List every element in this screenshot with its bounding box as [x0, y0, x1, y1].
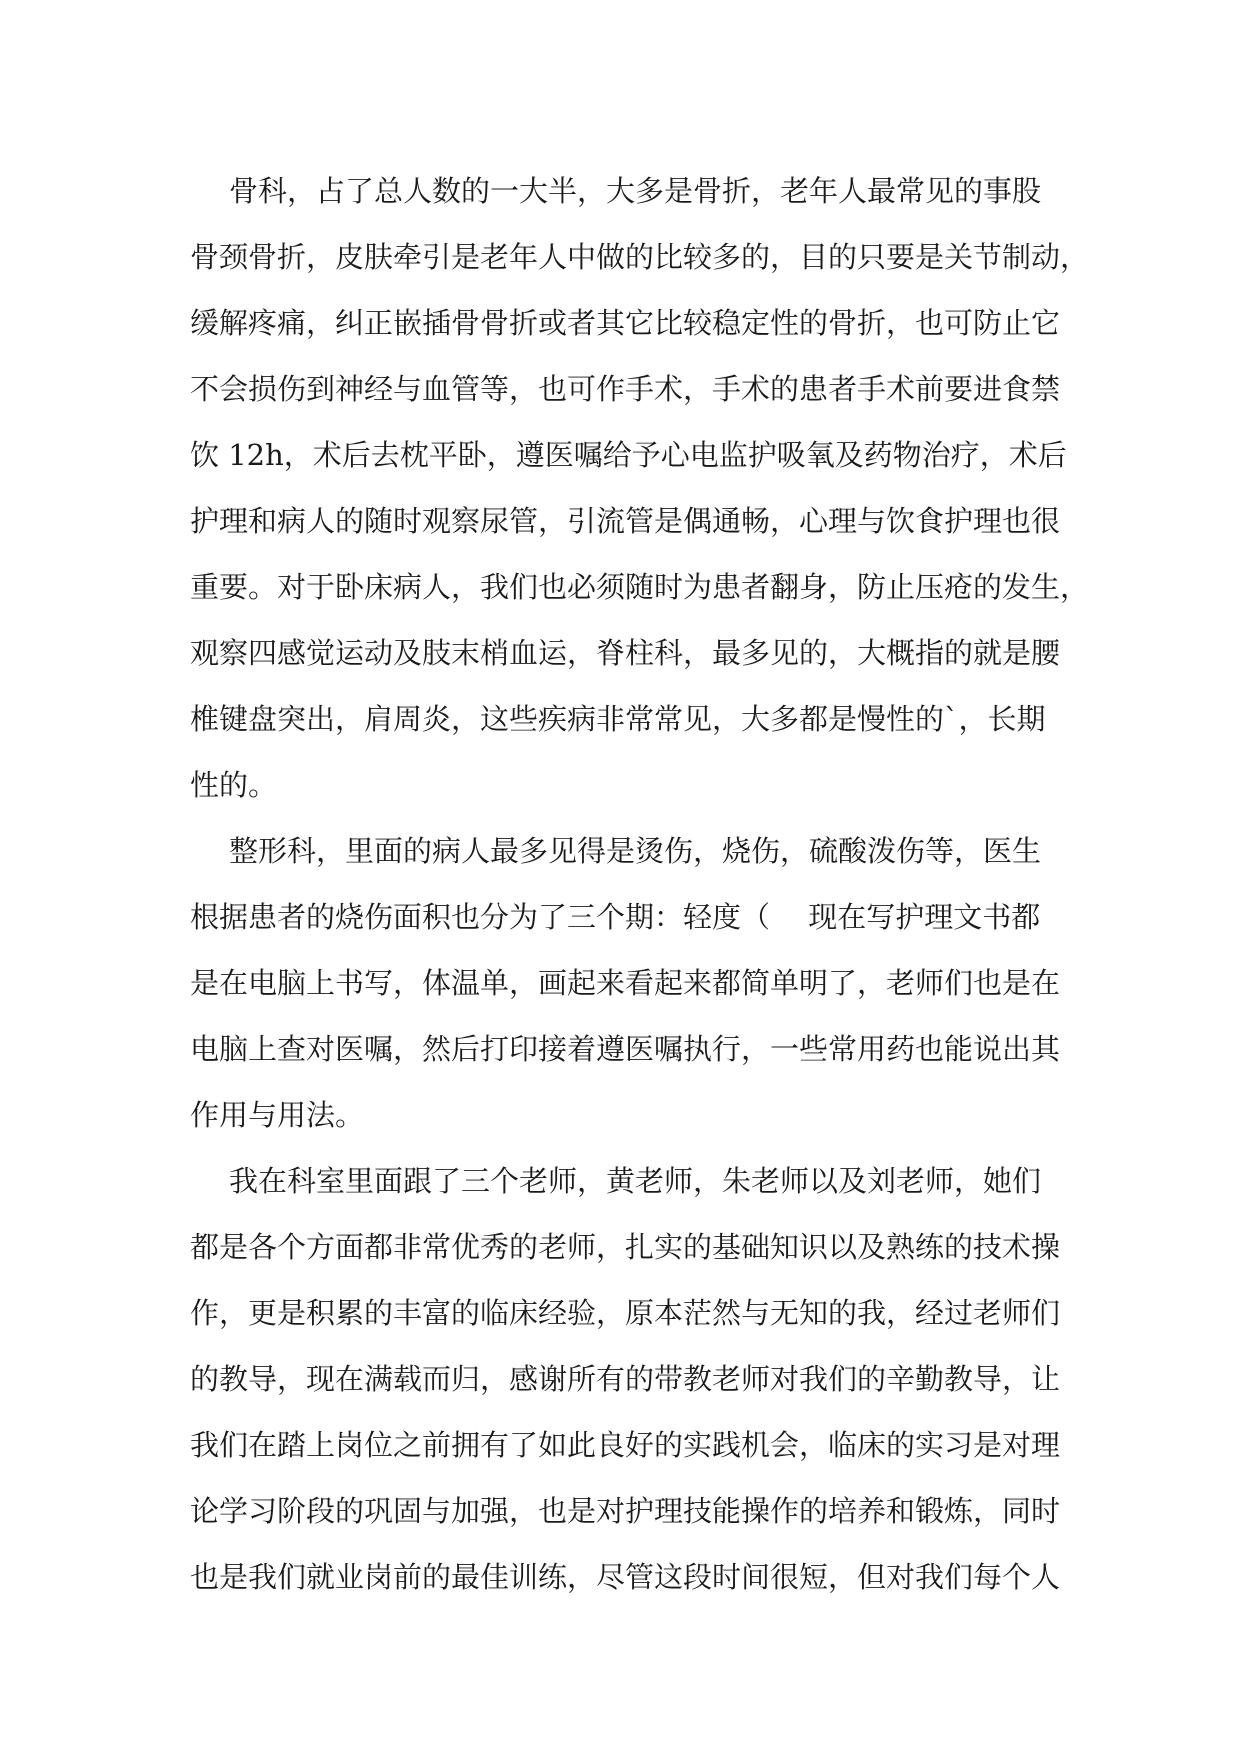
text-line: 整形科，里面的病人最多见得是烫伤，烧伤，硫酸泼伤等，医生	[229, 834, 1042, 868]
text-line: 都是各个方面都非常优秀的老师，扎实的基础知识以及熟练的技术操	[190, 1230, 1061, 1264]
text-line: 护理和病人的随时观察尿管，引流管是偶通畅，心理与饮食护理也很	[190, 504, 1061, 538]
text-line: 不会损伤到神经与血管等，也可作手术，手术的患者手术前要进食禁	[190, 372, 1061, 406]
text-line: 根据患者的烧伤面积也分为了三个期：轻度（ 现在写护理文书都	[190, 900, 1041, 934]
paragraph-teachers	[190, 1148, 1060, 1610]
text-line: 缓解疼痛，纠正嵌插骨骨折或者其它比较稳定性的骨折，也可防止它	[190, 306, 1061, 340]
text-line: 观察四感觉运动及肢末梢血运，脊柱科，最多见的，大概指的就是腰	[190, 636, 1061, 670]
text-line: 的教导，现在满载而归，感谢所有的带教老师对我们的辛勤教导，让	[190, 1362, 1061, 1396]
text-line: 论学习阶段的巩固与加强，也是对护理技能操作的培养和锻炼，同时	[190, 1494, 1061, 1528]
text-line: 作用与用法。	[190, 1098, 365, 1132]
text-line: 作，更是积累的丰富的临床经验，原本茫然与无知的我，经过老师们	[190, 1296, 1061, 1330]
paragraph-plastic-surgery	[190, 818, 1060, 1148]
text-line: 我们在踏上岗位之前拥有了如此良好的实践机会，临床的实习是对理	[190, 1428, 1061, 1462]
text-line: 是在电脑上书写，体温单，画起来看起来都简单明了，老师们也是在	[190, 966, 1061, 1000]
text-line: 我在科室里面跟了三个老师，黄老师，朱老师以及刘老师，她们	[229, 1164, 1042, 1198]
text-line: 饮 12h，术后去枕平卧，遵医嘱给予心电监护吸氧及药物治疗，术后	[190, 438, 1067, 472]
text-line: 也是我们就业岗前的最佳训练，尽管这段时间很短，但对我们每个人	[190, 1560, 1061, 1594]
text-line: 骨科，占了总人数的一大半，大多是骨折，老年人最常见的事股	[229, 174, 1042, 208]
text-line: 骨颈骨折，皮肤牵引是老年人中做的比较多的，目的只要是关节制动，	[190, 240, 1090, 274]
text-line: 电脑上查对医嘱，然后打印接着遵医嘱执行，一些常用药也能说出其	[190, 1032, 1061, 1066]
text-line: 性的。	[190, 768, 278, 802]
text-line: 椎键盘突出，肩周炎，这些疾病非常常见，大多都是慢性的`，长期	[190, 702, 1046, 736]
body-text	[190, 158, 1090, 1610]
paragraph-orthopedics	[190, 158, 1090, 818]
text-line: 重要。对于卧床病人，我们也必须随时为患者翻身，防止压疮的发生，	[190, 570, 1090, 604]
